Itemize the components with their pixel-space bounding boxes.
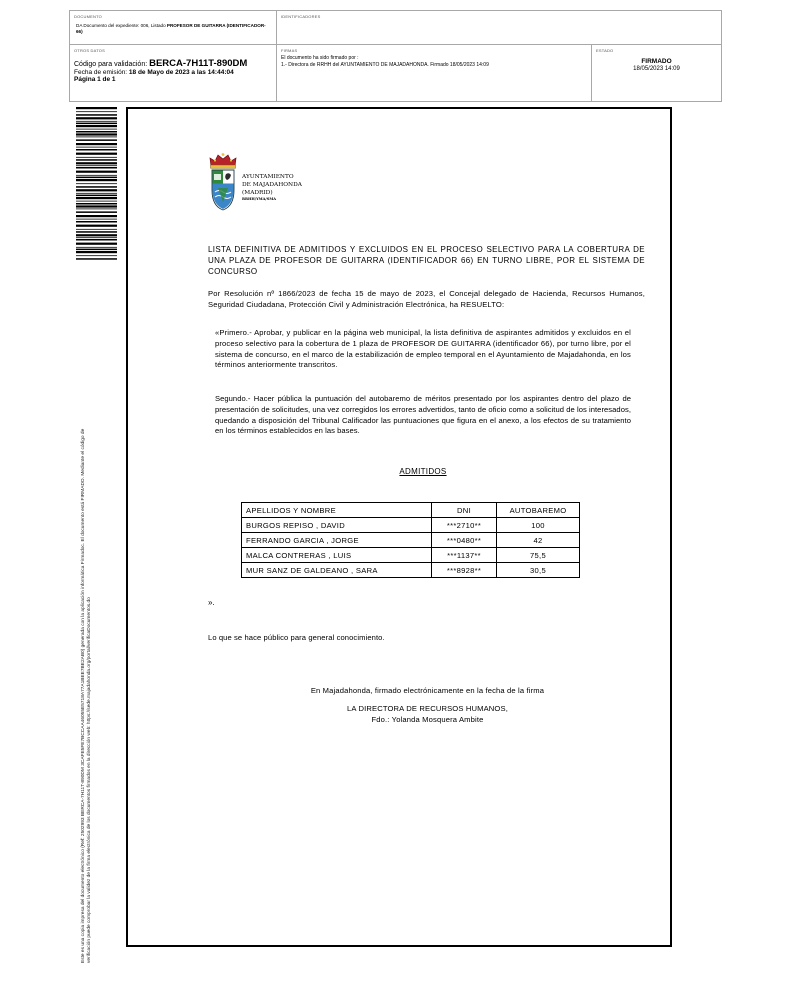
validation-code-label: Código para validación: — [74, 61, 150, 68]
candidate-score: 100 — [497, 518, 580, 533]
candidate-dni: ***0480** — [432, 533, 497, 548]
otros-datos-cell — [70, 45, 277, 101]
resolution-intro: Por Resolución nº 1866/2023 de fecha 15 de mayo de 2023, el Concejal delegado de Hacienda, Recursos Humanos, Seguridad Ciudadana, Protección Civil y Administración Electrónica, ha RESUELTO: — [208, 289, 645, 309]
estado-status: FIRMADO — [641, 58, 672, 65]
department-reference: RRHH/YMA/SMA — [242, 197, 277, 202]
table-header-row — [242, 503, 580, 518]
firmas-text — [281, 55, 489, 69]
page-count: Página 1 de 1 — [74, 76, 116, 83]
candidate-score: 30,5 — [497, 563, 580, 578]
table-row — [242, 548, 580, 563]
closing-quote: ». — [208, 598, 215, 607]
identificadores-label: IDENTIFICADORES — [281, 14, 321, 19]
municipality-line-3: (MADRID) — [242, 189, 273, 196]
documento-prefix: DA Documento del expediente: 006, Listado — [76, 23, 167, 28]
documento-cell — [70, 11, 277, 45]
municipality-name — [242, 174, 302, 202]
candidate-name: BURGOS REPISO , DAVID — [242, 518, 432, 533]
barcode-icon — [76, 107, 117, 260]
estado-date: 18/05/2023 14:09 — [633, 66, 680, 72]
signature-place: En Majadahonda, firmado electrónicamente en la fecha de la firma — [310, 686, 545, 695]
identificadores-cell — [277, 11, 721, 45]
candidate-dni: ***1137** — [432, 548, 497, 563]
firmas-line-2: 1.- Directora de RRHH del AYUNTAMIENTO DE MAJADAHONDA. Firmado 18/05/2023 14:09 — [281, 62, 489, 68]
firmas-cell — [277, 45, 592, 101]
otros-datos-label: OTROS DATOS — [74, 48, 105, 53]
signer-title: LA DIRECTORA DE RECURSOS HUMANOS, — [347, 704, 508, 713]
emission-date-label: Fecha de emisión: — [74, 69, 129, 76]
table-row — [242, 518, 580, 533]
public-notice: Lo que se hace público para general conocimiento. — [208, 633, 385, 642]
admitidos-heading — [0, 467, 792, 476]
resolution-segundo: Segundo.- Hacer pública la puntuación del autobaremo de méritos presentado por los aspirantes dentro del plazo de presentación de solicitudes, una vez corregidos los errores advertidos, tanto de oficio como a solicitud de los interesados, quedando a disposición del Tribunal Calificador las puntuaciones que figura en el anexo, a los efectos de su tratamiento en los términos establecidos en las bases. — [215, 394, 631, 436]
validation-code — [74, 60, 247, 69]
side-text-line-1: Este es una copia impresa del documento electrónico (Ref: 2502993 BERCA-7H11T-890DM 3CAFE5FE7BCCAA46055E5718A77A1BEE7BE2AB0) generada con la aplicación informática Firmadoc. El documento está FIRMADO. Mediante el código de — [81, 428, 86, 963]
candidate-score: 42 — [497, 533, 580, 548]
table-row — [242, 563, 580, 578]
candidate-name: MUR SANZ DE GALDEANO , SARA — [242, 563, 432, 578]
candidate-name: FERRANDO GARCIA , JORGE — [242, 533, 432, 548]
side-text-line-2: verificación puede comprobar la validez de la firma electrónica de los documentos firmados en la dirección web: https://sede.majadahonda.org/portal/verificaDocumentos.do — [87, 597, 93, 963]
document-title: LISTA DEFINITIVA DE ADMITIDOS Y EXCLUIDOS EN EL PROCESO SELECTIVO PARA LA COBERTURA DE UNA PLAZA DE PROFESOR DE GUITARRA (IDENTIFICADOR 66) EN TURNO LIBRE, POR EL SISTEMA DE CONCURSO — [208, 245, 645, 276]
documento-label: DOCUMENTO — [74, 14, 102, 19]
admitidos-heading-text: ADMITIDOS — [399, 467, 447, 476]
estado-label: ESTADO — [596, 48, 614, 53]
estado-cell — [592, 45, 721, 101]
column-header-name: APELLIDOS Y NOMBRE — [242, 503, 432, 518]
signature-block — [200, 703, 655, 725]
document-metadata-header — [69, 10, 722, 102]
verification-side-text — [81, 293, 94, 963]
firmas-label: FIRMAS — [281, 48, 298, 53]
signer-name: Fdo.: Yolanda Mosquera Ambite — [371, 715, 484, 724]
candidate-dni: ***2710** — [432, 518, 497, 533]
candidate-score: 75,5 — [497, 548, 580, 563]
admitidos-table — [241, 502, 580, 578]
municipality-line-1: AYUNTAMIENTO — [242, 174, 294, 180]
municipality-line-2: DE MAJADAHONDA — [242, 181, 302, 188]
documento-description — [76, 23, 266, 35]
emission-date-value: 18 de Mayo de 2023 a las 14:44:04 — [128, 69, 234, 76]
column-header-dni: DNI — [432, 503, 497, 518]
candidate-dni: ***8928** — [432, 563, 497, 578]
validation-code-value: BERCA-7H11T-890DM — [149, 58, 248, 69]
resolution-primero: «Primero.- Aprobar, y publicar en la página web municipal, la lista definitiva de aspirantes admitidos y excluidos en el proceso selectivo para la cobertura de 1 plaza de PROFESOR DE GUITARRA (identificador 66), por turno libre, por el sistema de concurso, en el marco de la estabilización de empleo temporal en el Ayuntamiento de Majadahonda, en los términos anteriormente transcritos. — [215, 328, 631, 370]
coat-of-arms-icon — [208, 152, 238, 214]
firmas-line-1: El documento ha sido firmado por : — [281, 55, 359, 61]
documento-title: PROFESOR DE GUITARRA (IDENTIFICADOR-66) — [76, 23, 266, 34]
table-row — [242, 533, 580, 548]
candidate-name: MALCA CONTRERAS , LUIS — [242, 548, 432, 563]
emission-date — [74, 69, 234, 76]
column-header-score: AUTOBAREMO — [497, 503, 580, 518]
